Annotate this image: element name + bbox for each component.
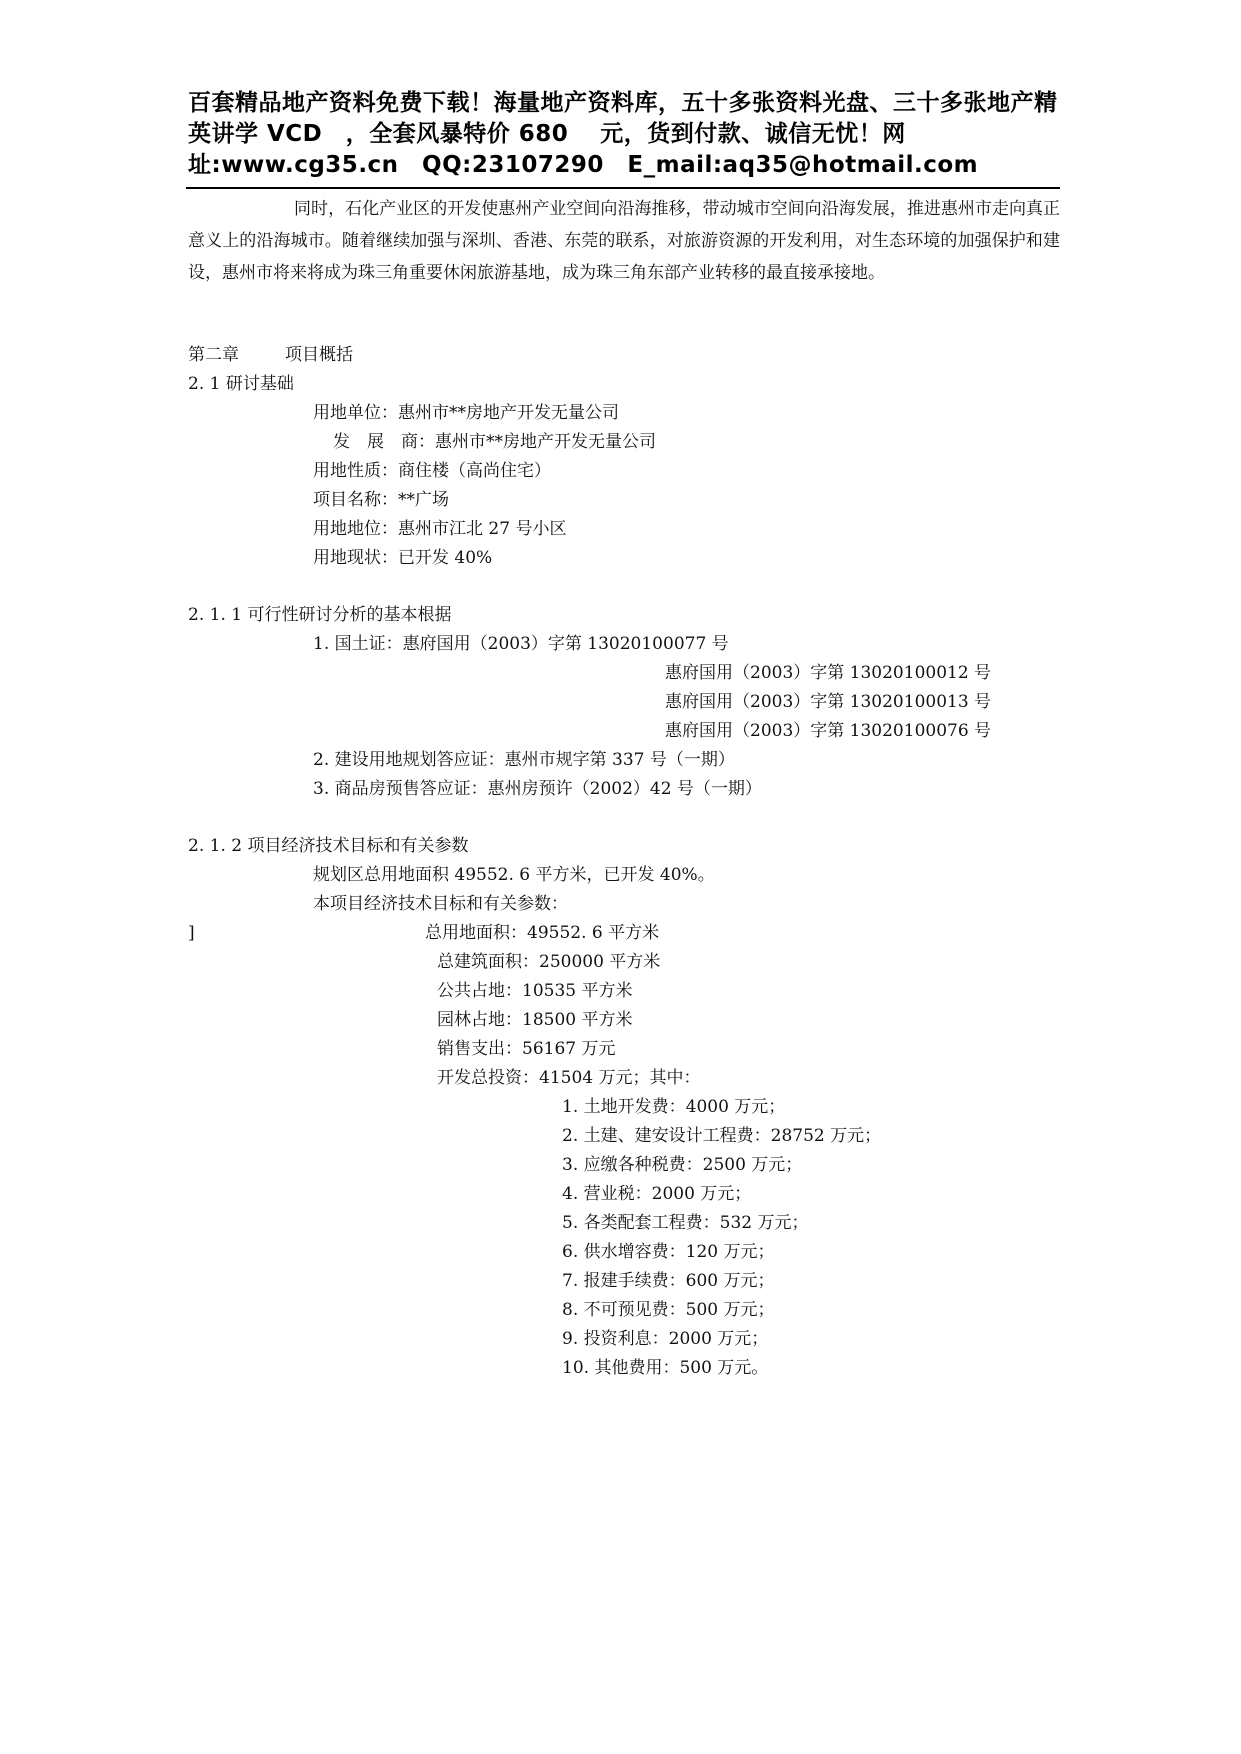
land-certificate-3: 惠府国用（2003）字第 13020100013 号	[665, 692, 992, 712]
intro-paragraph-text: 同时，石化产业区的开发使惠州产业空间向沿海推移，带动城市空间向沿海发展，推进惠州市走向真正意义上的沿海城市。随着继续加强与深圳、香港、东莞的联系，对旅游资源的开发利用，对生态环境的加强保护和建设，惠州市将来将成为珠三角重要休闲旅游基地，成为珠三角东部产业转移的最直接承接地。	[188, 199, 1060, 283]
section-2-1-2-heading: 2. 1. 2 项目经济技术目标和有关参数	[188, 836, 469, 856]
cost-item: 3. 应缴各种税费：2500 万元；	[562, 1155, 803, 1175]
param-sales: 销售支出：56167 万元	[437, 1039, 616, 1059]
cost-item: 10. 其他费用：500 万元。	[562, 1358, 769, 1378]
land-status: 用地现状：已开发 40%	[313, 548, 493, 568]
cost-item: 2. 土建、建安设计工程费：28752 万元；	[562, 1126, 882, 1146]
land-certificate-2: 惠府国用（2003）字第 13020100012 号	[665, 663, 992, 683]
cost-item: 7. 报建手续费：600 万元；	[562, 1271, 775, 1291]
param-garden-area: 园林占地：18500 平方米	[437, 1010, 633, 1030]
land-unit: 用地单位：惠州市**房地产开发无量公司	[313, 403, 619, 423]
cost-item: 5. 各类配套工程费：532 万元；	[562, 1213, 809, 1233]
land-nature: 用地性质：商住楼（高尚住宅）	[313, 461, 551, 481]
section-2-1-1-heading: 2. 1. 1 可行性研讨分析的基本根据	[188, 605, 452, 625]
cost-item: 6. 供水增容费：120 万元；	[562, 1242, 775, 1262]
project-name: 项目名称：**广场	[313, 490, 449, 510]
bracket-mark: ]	[188, 923, 195, 943]
presale-permit: 3. 商品房预售答应证：惠州房预许（2002）42 号（一期）	[313, 779, 762, 799]
intro-paragraph	[188, 193, 1060, 289]
land-location: 用地地位：惠州市江北 27 号小区	[313, 519, 567, 539]
advertisement-header: 百套精品地产资料免费下载！海量地产资料库，五十多张资料光盘、三十多张地产精英讲学 VCD ，全套风暴特价 680 元，货到付款、诚信无忧！网址:www.cg35.cn QQ:23107290 E_mail:aq35@hotmail.com	[188, 90, 1058, 178]
param-total-investment: 开发总投资：41504 万元；其中：	[437, 1068, 701, 1088]
cost-item: 8. 不可预见费：500 万元；	[562, 1300, 775, 1320]
params-intro: 本项目经济技术目标和有关参数：	[313, 894, 568, 914]
planning-permit: 2. 建设用地规划答应证：惠州市规字第 337 号（一期）	[313, 750, 735, 770]
planning-summary: 规划区总用地面积 49552. 6 平方米，已开发 40%。	[313, 865, 715, 885]
header-divider	[186, 187, 1060, 189]
param-public-area: 公共占地：10535 平方米	[437, 981, 633, 1001]
land-certificate: 1. 国土证：惠府国用（2003）字第 13020100077 号	[313, 634, 729, 654]
cost-item: 1. 土地开发费：4000 万元；	[562, 1097, 786, 1117]
chapter-number: 第二章	[188, 345, 239, 365]
chapter-heading	[188, 344, 353, 366]
land-certificate-4: 惠府国用（2003）字第 13020100076 号	[665, 721, 992, 741]
section-2-1-heading: 2. 1 研讨基础	[188, 374, 294, 394]
param-total-land-area: 总用地面积：49552. 6 平方米	[425, 923, 660, 943]
cost-item: 4. 营业税：2000 万元；	[562, 1184, 752, 1204]
param-total-building-area: 总建筑面积：250000 平方米	[437, 952, 661, 972]
developer: 发 展 商：惠州市**房地产开发无量公司	[333, 432, 656, 452]
chapter-title: 项目概括	[285, 345, 353, 365]
cost-item: 9. 投资利息：2000 万元；	[562, 1329, 769, 1349]
